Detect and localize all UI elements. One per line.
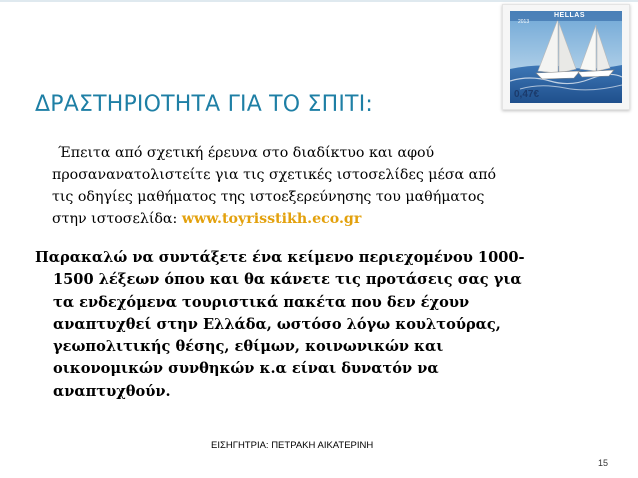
paragraph1-line: τις οδηγίες μαθήματος της ιστοεξερεύνησης του μαθήματος <box>52 189 485 205</box>
paragraph2-line: αναπτυχθούν. <box>53 382 171 400</box>
top-border <box>0 0 638 2</box>
sailboats-stamp-icon <box>510 11 622 103</box>
link-prefix: στην ιστοσελίδα: <box>52 211 182 227</box>
paragraph2-line: γεωπολιτικής θέσης, εθίμων, κοινωνικών και <box>53 338 444 356</box>
footer-presenter: ΕΙΣΗΓΗΤΡΙΑ: ΠΕΤΡΑΚΗ ΑΙΚΑΤΕΡΙΝΗ <box>211 440 374 451</box>
paragraph2-line: οικονομικών συνθηκών κ.α είναι δυνατόν να <box>53 360 439 378</box>
paragraph2-line: αναπτυχθεί στην Ελλάδα, ωστόσο λόγω κουλτούρας, <box>53 315 501 333</box>
paragraph-research-instructions <box>52 142 612 230</box>
website-link[interactable]: www.toyrisstikh.eco.gr <box>181 211 362 227</box>
page-number: 15 <box>598 458 609 468</box>
paragraph2-line: τα ενδεχόμενα τουριστικά πακέτα που δεν έχουν <box>53 293 470 311</box>
paragraph1-line <box>52 208 612 230</box>
stamp-image <box>502 4 630 110</box>
paragraph-assignment <box>35 247 620 403</box>
stamp-value: 0,47€ <box>514 89 540 100</box>
paragraph2-line: Παρακαλώ να συντάξετε ένα κείμενο περιεχομένου 1000- <box>35 249 525 266</box>
paragraph1-line: Έπειτα από σχετική έρευνα στο διαδίκτυο και αφού <box>58 145 435 161</box>
stamp-year: 2013 <box>518 19 530 25</box>
slide-title: ΔΡΑΣΤΗΡΙΟΤΗΤΑ ΓΙΑ ΤΟ ΣΠΙΤΙ: <box>35 92 373 117</box>
stamp-country: HELLAS <box>554 12 585 19</box>
paragraph2-line: 1500 λέξεων όπου και θα κάνετε τις προτάσεις σας για <box>53 271 522 289</box>
paragraph1-line: προσανανατολιστείτε για τις σχετικές ιστοσελίδες μέσα από <box>52 167 497 183</box>
